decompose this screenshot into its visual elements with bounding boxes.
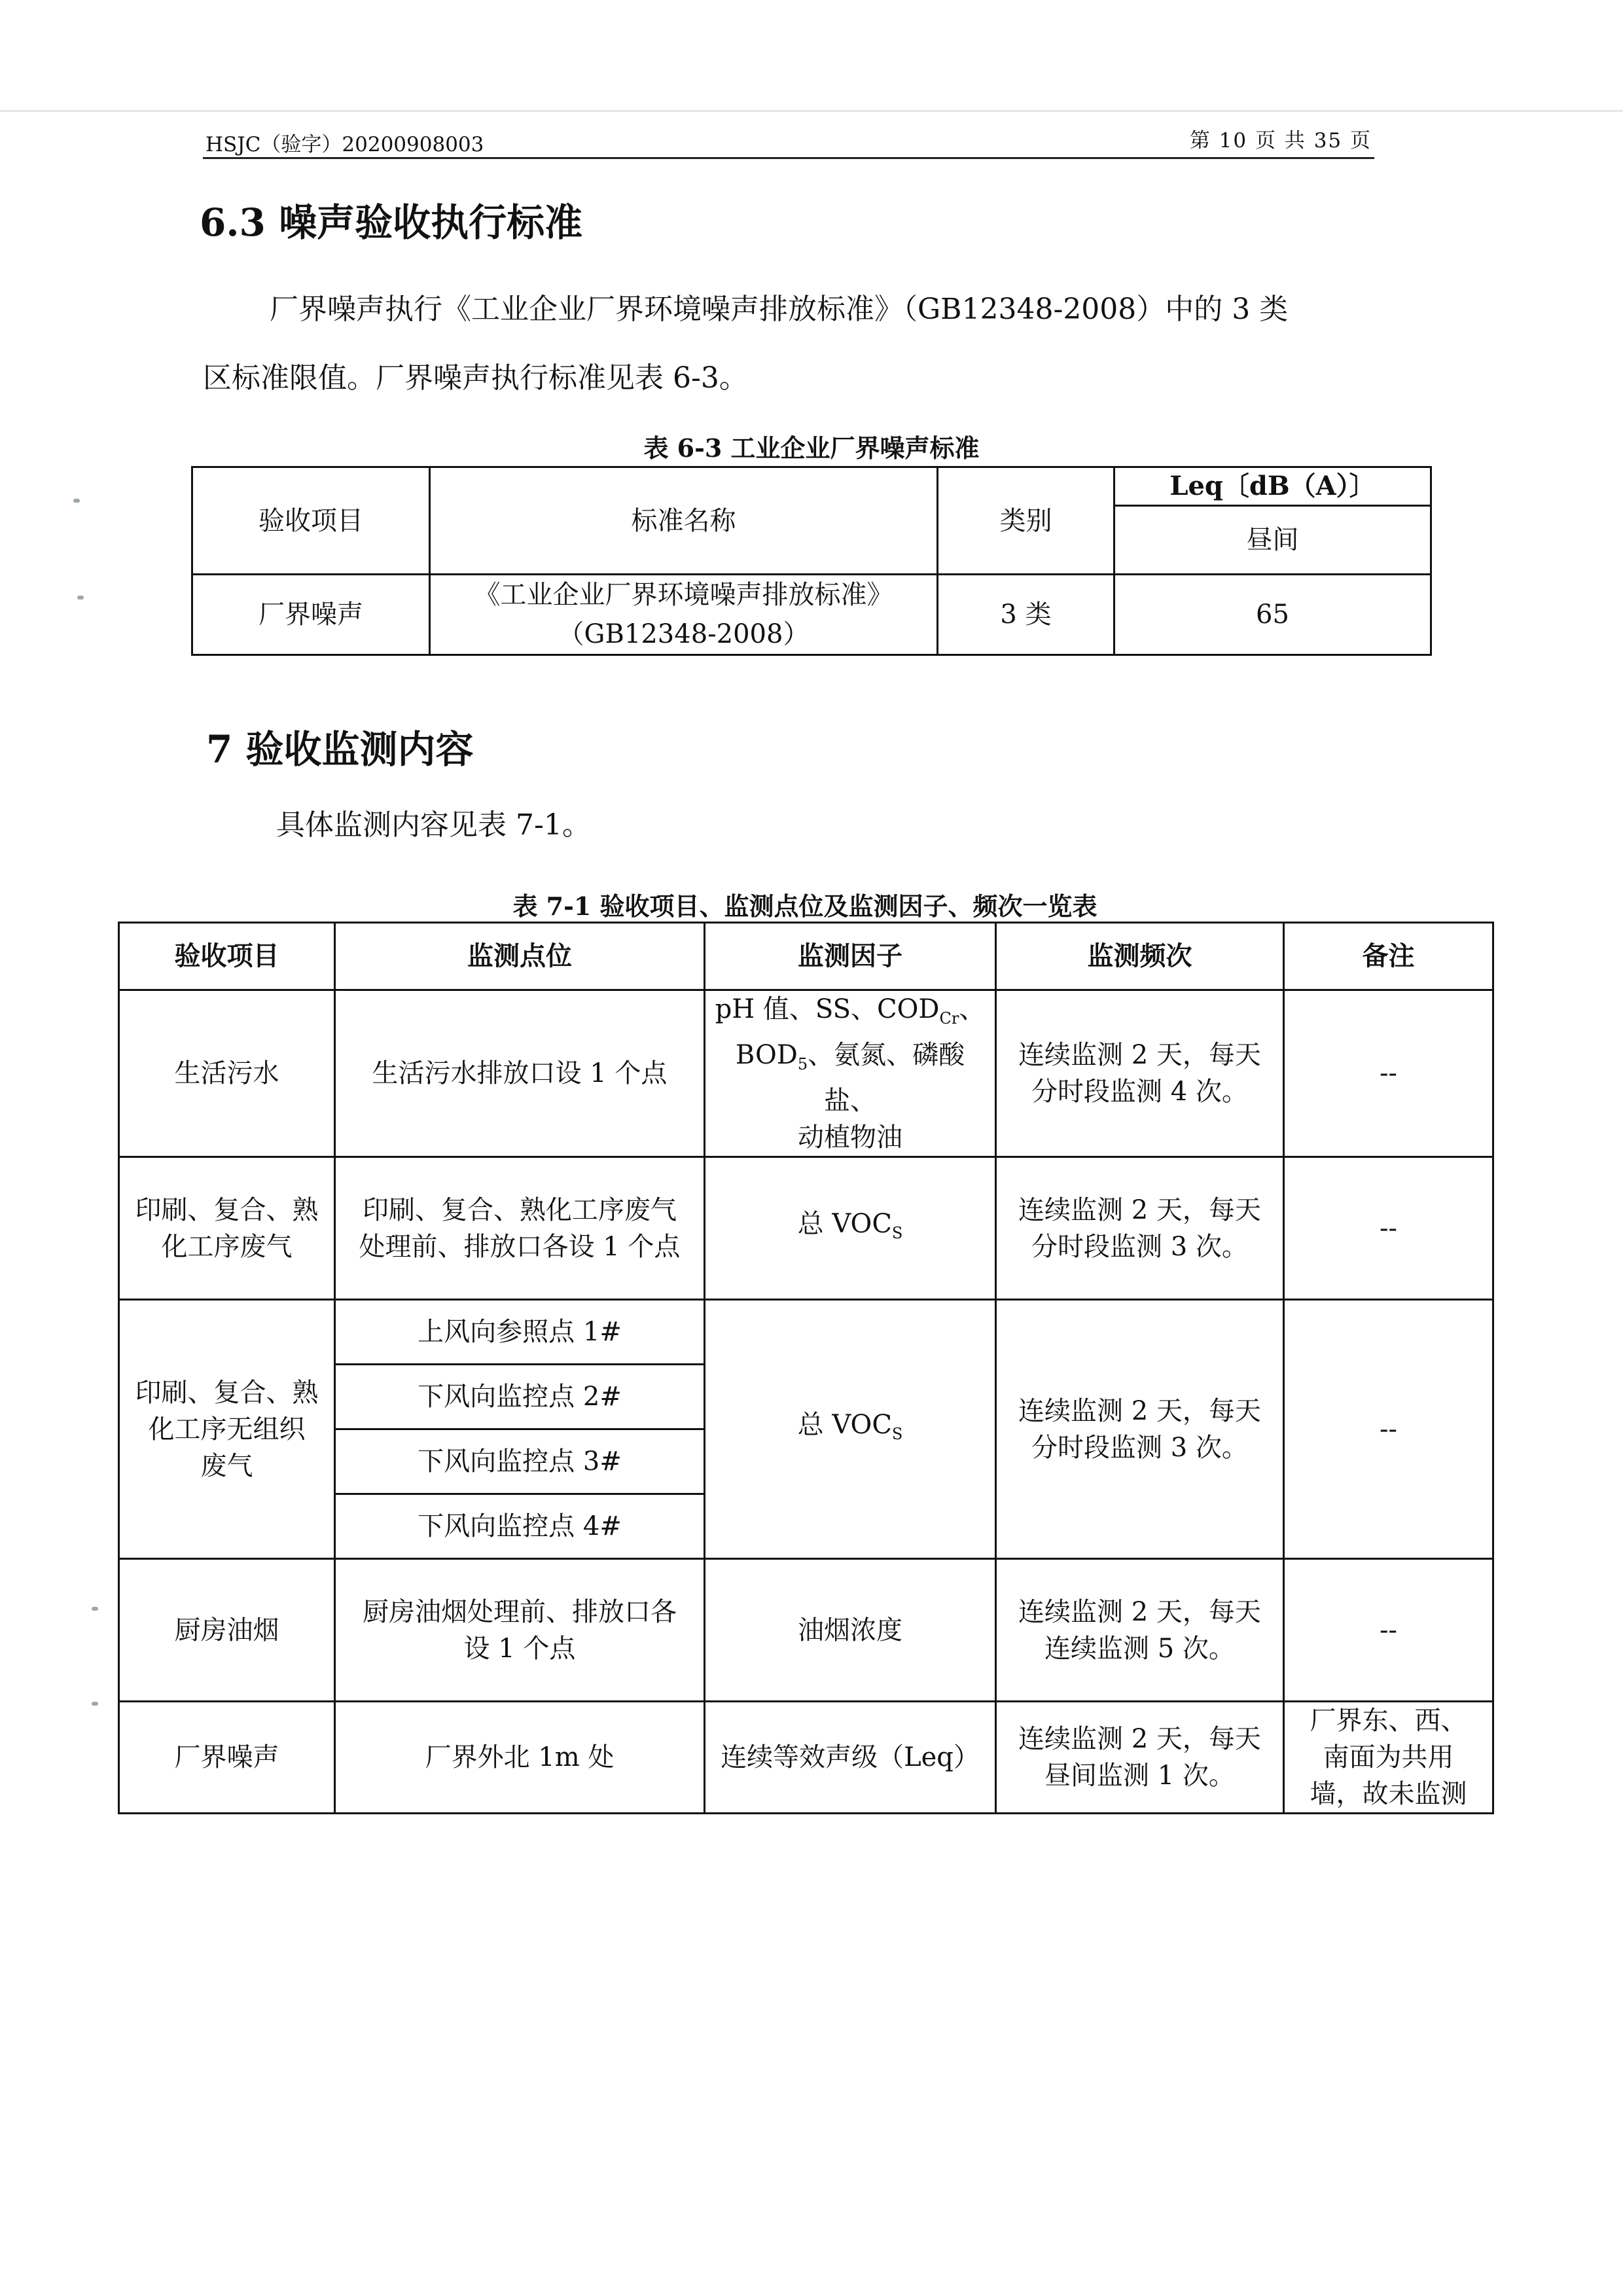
cell-item: 厂界噪声 [192, 575, 430, 655]
cell-standard [430, 575, 938, 655]
header-category: 类别 [938, 467, 1115, 575]
factors-line-3: 动植物油 [798, 1122, 902, 1153]
scan-speck [73, 499, 80, 503]
page-header [203, 124, 1374, 159]
cell-points: 生活污水排放口设 1 个点 [335, 990, 705, 1157]
table-row [119, 990, 1493, 1157]
cell-remarks: -- [1284, 1559, 1493, 1702]
page-number: 第 10 页 共 35 页 [1189, 129, 1372, 152]
cell-factors: 油烟浓度 [705, 1559, 996, 1702]
header-leq: Leq〔dB（A）〕 [1115, 467, 1431, 506]
cell-factors: 总 $VOC_S$ [705, 1157, 996, 1300]
cell-points: 厂界外北 1m 处 [335, 1702, 705, 1814]
section-6-3-paragraph-line-2: 区标准限值。厂界噪声执行标准见表 6-3。 [203, 361, 748, 395]
cell-frequency: 连续监测 2 天，每天 昼间监测 1 次。 [996, 1702, 1284, 1814]
cell-point-4: 下风向监控点 4# [335, 1494, 705, 1559]
cell-point-3: 下风向监控点 3# [335, 1429, 705, 1494]
cell-factors: 连续等效声级（Leq） [705, 1702, 996, 1814]
section-6-3-paragraph-line-1: 厂界噪声执行《工业企业厂界环境噪声排放标准》（GB12348-2008）中的 3 类 [270, 293, 1289, 326]
factors-line-2: $BOD_5$、氨氮、磷酸盐、 [735, 1040, 965, 1116]
header-standard: 标准名称 [430, 467, 938, 575]
header-points: 监测点位 [335, 923, 705, 990]
table-7-1 [118, 922, 1494, 1814]
header-item: 验收项目 [119, 923, 335, 990]
cell-factors: 总 $VOC_S$ [705, 1300, 996, 1559]
scan-edge-line [0, 110, 1623, 112]
table-6-3 [191, 466, 1432, 656]
cell-point-2: 下风向监控点 2# [335, 1365, 705, 1429]
table-row [119, 1300, 1493, 1365]
section-6-3-title: 6.3 噪声验收执行标准 [200, 200, 583, 245]
cell-frequency: 连续监测 2 天，每天 分时段监测 3 次。 [996, 1300, 1284, 1559]
header-remarks: 备注 [1284, 923, 1493, 990]
cell-frequency: 连续监测 2 天，每天 分时段监测 4 次。 [996, 990, 1284, 1157]
cell-points: 印刷、复合、熟化工序废气 处理前、排放口各设 1 个点 [335, 1157, 705, 1300]
section-7-paragraph: 具体监测内容见表 7-1。 [276, 808, 591, 842]
cell-frequency: 连续监测 2 天，每天 连续监测 5 次。 [996, 1559, 1284, 1702]
table-row [119, 1559, 1493, 1702]
header-factors: 监测因子 [705, 923, 996, 990]
standard-line-1: 《工业企业厂界环境噪声排放标准》 [474, 580, 893, 610]
table-6-3-caption: 表 6-3 工业企业厂界噪声标准 [643, 433, 980, 463]
cell-item: 印刷、复合、熟 化工序废气 [119, 1157, 335, 1300]
table-row [192, 575, 1431, 655]
table-7-1-caption: 表 7-1 验收项目、监测点位及监测因子、频次一览表 [512, 891, 1097, 921]
cell-remarks: 厂界东、西、 南面为共用 墙，故未监测 [1284, 1702, 1493, 1814]
scan-speck [92, 1702, 98, 1706]
cell-factors [705, 990, 996, 1157]
document-id: HSJC（验字）20200908003 [205, 133, 484, 156]
cell-item: 厂界噪声 [119, 1702, 335, 1814]
cell-item: 印刷、复合、熟 化工序无组织 废气 [119, 1300, 335, 1559]
cell-points: 厨房油烟处理前、排放口各 设 1 个点 [335, 1559, 705, 1702]
standard-line-2: （GB12348-2008） [558, 619, 810, 649]
header-frequency: 监测频次 [996, 923, 1284, 990]
cell-remarks: -- [1284, 990, 1493, 1157]
scan-speck [92, 1607, 98, 1611]
cell-remarks: -- [1284, 1157, 1493, 1300]
cell-day-value: 65 [1115, 575, 1431, 655]
cell-frequency: 连续监测 2 天，每天 分时段监测 3 次。 [996, 1157, 1284, 1300]
factors-line-1: pH 值、SS、$COD_{Cr}$、 [715, 994, 986, 1028]
cell-point-1: 上风向参照点 1# [335, 1300, 705, 1365]
cell-remarks: -- [1284, 1300, 1493, 1559]
header-item: 验收项目 [192, 467, 430, 575]
scan-speck [77, 596, 84, 600]
header-day: 昼间 [1115, 506, 1431, 575]
cell-item: 厨房油烟 [119, 1559, 335, 1702]
table-row [119, 1157, 1493, 1300]
table-row [119, 1702, 1493, 1814]
section-7-title: 7 验收监测内容 [206, 727, 474, 772]
cell-category: 3 类 [938, 575, 1115, 655]
cell-item: 生活污水 [119, 990, 335, 1157]
